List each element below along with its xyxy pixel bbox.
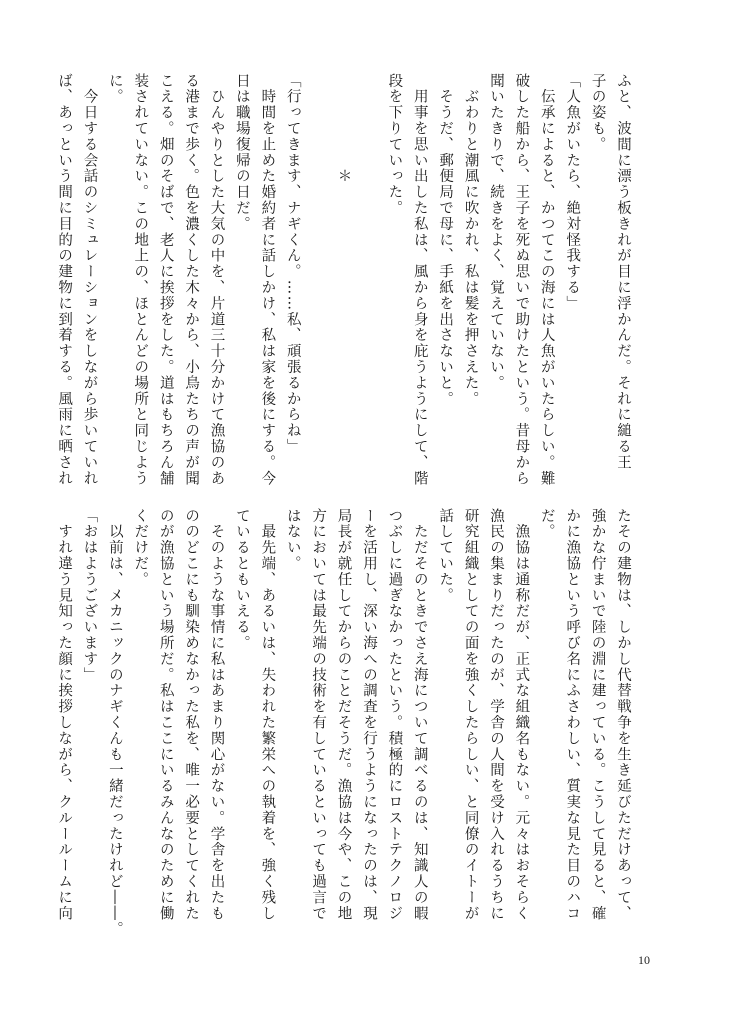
text-line: 強かな佇まいで陸の淵に建っている。こうして見ると、確	[589, 508, 606, 922]
text-line: 段を下りていった。	[386, 73, 403, 217]
text-line: 漁民の集まりだったのが、学舎の人間を受け入れるうちに	[487, 508, 504, 922]
text-line: たその建物は、しかし代替戦争を生き延びただけあって、	[615, 508, 631, 922]
text-line: 方においては最先端の技術を有しているといっても過言で	[310, 508, 327, 922]
text-line: 用事を思い出した私は、風から身を庇うようにして、階	[411, 73, 428, 487]
text-line: ののどこにも馴染めなかった私を、唯一必要としてくれた	[183, 508, 200, 922]
text-line: すれ違う見知った顔に挨拶しながら、クルールームに向	[56, 508, 73, 922]
text-line	[356, 73, 381, 493]
text-block-top	[56, 73, 635, 493]
text-line: 以前は、メカニックのナギくんも一緒だったけれど――。	[106, 508, 123, 938]
text-line: 破した船から、王子を死ぬ思いで助けたという。昔母から	[513, 73, 530, 487]
text-line: 話していた。	[437, 508, 454, 604]
page-number: 10	[638, 953, 650, 967]
text-line: そうだ、郵便局で母に、手紙を出さないと。	[437, 73, 454, 407]
text-line: つぶしに過ぎなかったという。積極的にロストテクノロジ	[386, 508, 403, 922]
text-line: に。	[106, 73, 123, 105]
text-line: そのような事情に私はあまり関心がない。学舎を出たも	[208, 508, 225, 922]
text-line: 今日する会話のシミュレーションをしながら歩いていれ	[81, 73, 98, 487]
text-line: 時間を止めた婚約者に話しかけ、私は家を後にする。今	[259, 73, 276, 487]
text-line: 子の姿も。	[589, 73, 606, 153]
text-line	[305, 73, 330, 493]
text-line: 装されていない。この地上の、ほとんどの場所と同じよう	[132, 73, 149, 487]
text-line: 局長が就任してからのことだそうだ。漁協は今や、この地	[335, 508, 352, 922]
text-line: 「行ってきます、ナギくん。……私、頑張るからね」	[284, 73, 301, 455]
text-line: 研究組織としての面を強くしたらしい、と同僚のイトーが	[462, 508, 479, 922]
text-line: る港まで歩く。色を濃くした木々から、小鳥たちの声が聞	[183, 73, 200, 487]
text-line: 漁協は通称だが、正式な組織名もない。元々はおそらく	[513, 508, 530, 922]
text-line: 「おはようございます」	[81, 508, 98, 683]
text-line: はない。	[284, 508, 301, 572]
text-line: ば、あっという間に目的の建物に到着する。風雨に晒され	[56, 73, 73, 487]
text-line: くだけだ。	[132, 508, 149, 588]
text-line: ふと、波間に漂う板きれが目に浮かんだ。それに縋る王	[615, 73, 631, 471]
text-line: ＊	[335, 73, 352, 185]
text-line: 聞いたきりで、続きをよく、覚えていない。	[487, 73, 504, 391]
text-block-bottom	[56, 508, 635, 938]
text-line: こえる。畑のそばで、老人に挨拶をした。道はもちろん舗	[157, 73, 174, 487]
text-line: 最先端、あるいは、失われた繁栄への執着を、強く残し	[259, 508, 276, 922]
text-line: ひんやりとした大気の中を、片道三十分かけて漁協のあ	[208, 73, 225, 487]
text-line: 伝承によると、かつてこの海には人魚がいたらしい。難	[538, 73, 555, 487]
text-line: だ。	[538, 508, 555, 540]
text-line: ーを活用し、深い海への調査を行うようになったのは、現	[360, 508, 377, 922]
text-line: ているともいえる。	[233, 508, 250, 652]
text-line: のが漁協という場所だ。私はここにいるみんなのために働	[157, 508, 174, 922]
text-line: 日は職場復帰の日だ。	[233, 73, 250, 232]
text-line: 「人魚がいたら、絶対怪我する」	[564, 73, 581, 312]
text-line: ぶわりと潮風に吹かれ、私は髪を押さえた。	[462, 73, 479, 407]
text-line: ただそのときでさえ海について調べるのは、知識人の暇	[411, 508, 428, 922]
text-line: かに漁協という呼び名にふさわしい、質実な見た目のハコ	[564, 508, 581, 922]
